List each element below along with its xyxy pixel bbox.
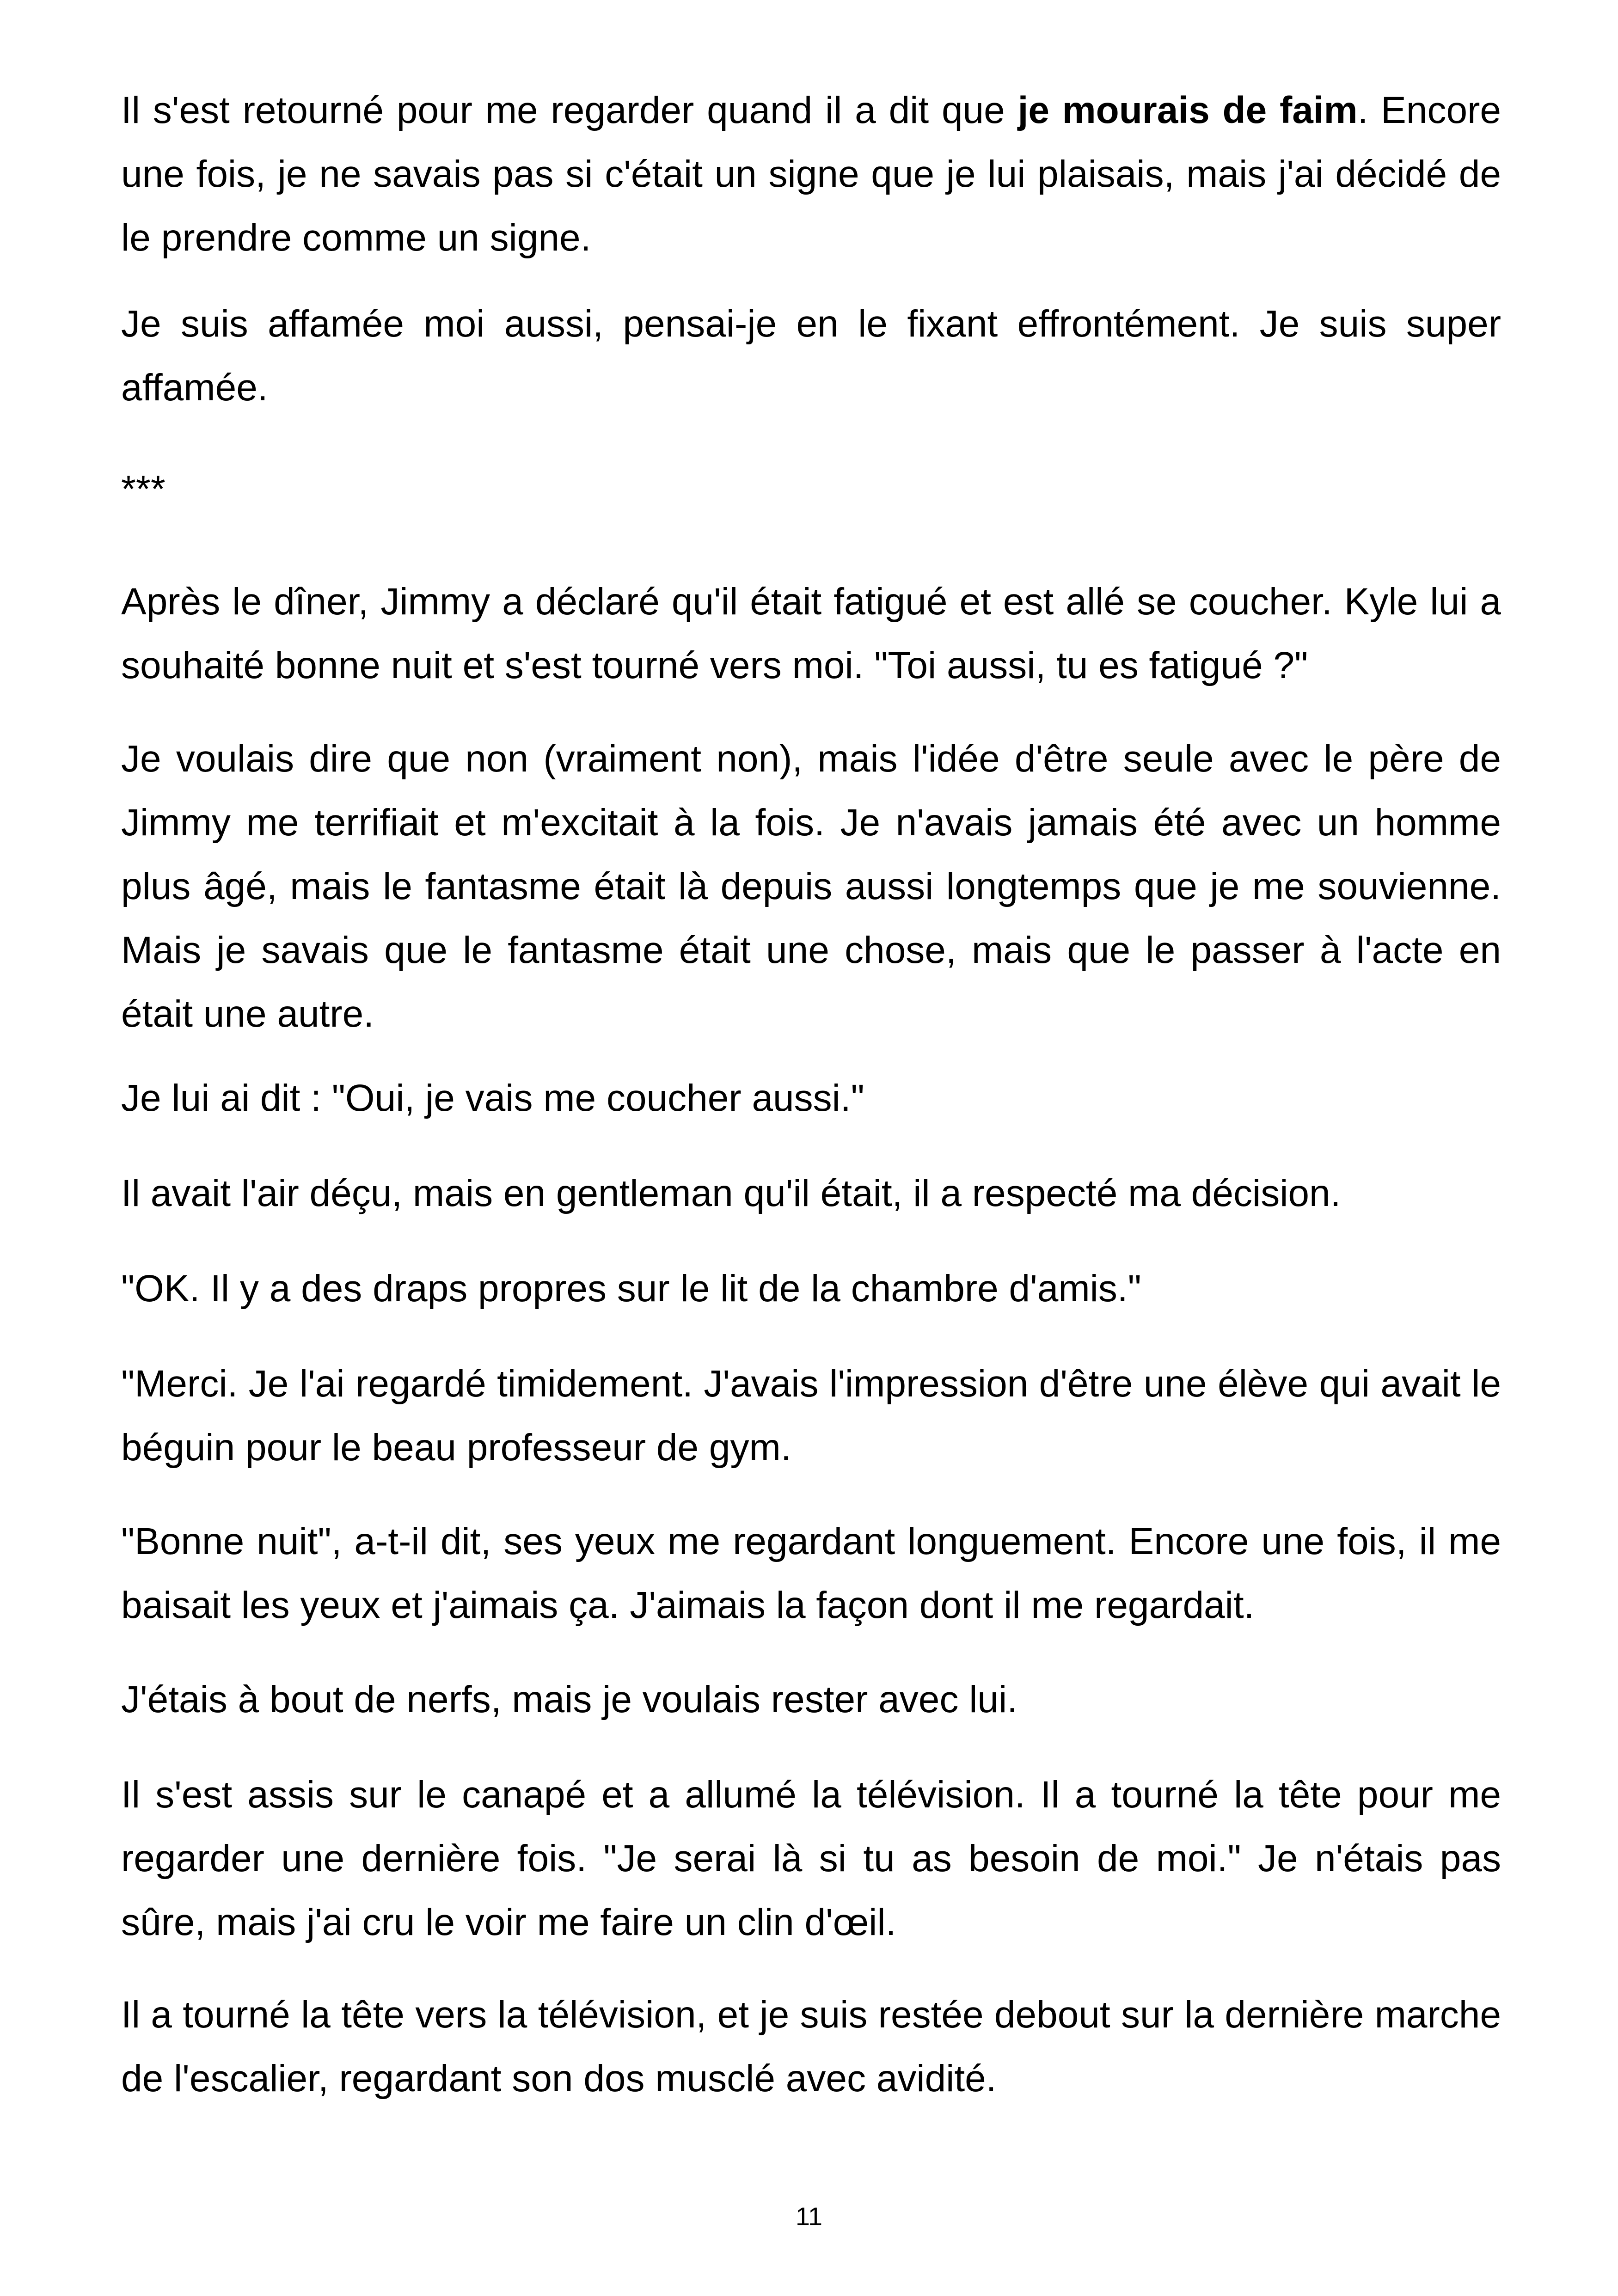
paragraph-1-tail: . Encore une fois, je ne savais pas si c'était un signe que je lui plaisais, mais j'ai décidé de le prendre comme un signe. [121,89,1501,259]
paragraph-11: Il s'est assis sur le canapé et a allumé la télévision. Il a tourné la tête pour me regarder une dernière fois. "Je serai là si tu as besoin de moi." Je n'étais pas sûre, mais j'ai cru le voir me faire un clin d'œil. [121,1774,1501,1943]
paragraph-12: Il a tourné la tête vers la télévision, et je suis restée debout sur la dernière marche de l'escalier, regardant son dos musclé avec avidité. [121,1994,1501,2100]
paragraph-6: Il avait l'air déçu, mais en gentleman qu'il était, il a respecté ma décision. [121,1172,1341,1214]
paragraph-10: J'étais à bout de nerfs, mais je voulais rester avec lui. [121,1678,1018,1720]
scene-break: *** [121,468,165,510]
paragraph-5: Je lui ai dit : "Oui, je vais me coucher aussi." [121,1077,864,1119]
paragraph-9: "Bonne nuit", a-t-il dit, ses yeux me regardant longuement. Encore une fois, il me baisait les yeux et j'aimais ça. J'aimais la façon dont il me regardait. [121,1520,1501,1626]
paragraph-3: Après le dîner, Jimmy a déclaré qu'il était fatigué et est allé se coucher. Kyle lui a souhaité bonne nuit et s'est tourné vers moi. "Toi aussi, tu es fatigué ?" [121,581,1501,686]
paragraph-1 [121,79,1501,270]
paragraph-7: "OK. Il y a des draps propres sur le lit de la chambre d'amis." [121,1267,1141,1310]
paragraph-2: Je suis affamée moi aussi, pensai-je en le fixant effrontément. Je suis super affamée. [121,303,1501,409]
paragraph-4: Je voulais dire que non (vraiment non), mais l'idée d'être seule avec le père de Jimmy me terrifiait et m'excitait à la fois. Je n'avais jamais été avec un homme plus âgé, mais le fantasme était là depuis aussi longtemps que je me souvienne. Mais je savais que le fantasme était une chose, mais que le passer à l'acte en était une autre. [121,738,1501,1035]
paragraph-1-lead: Il s'est retourné pour me regarder quand il a dit que [121,89,1018,131]
paragraph-1-bold-phrase: je mourais de faim [1017,89,1358,131]
page-number: 11 [795,2202,823,2231]
paragraph-8: "Merci. Je l'ai regardé timidement. J'avais l'impression d'être une élève qui avait le béguin pour le beau professeur de gym. [121,1363,1501,1469]
